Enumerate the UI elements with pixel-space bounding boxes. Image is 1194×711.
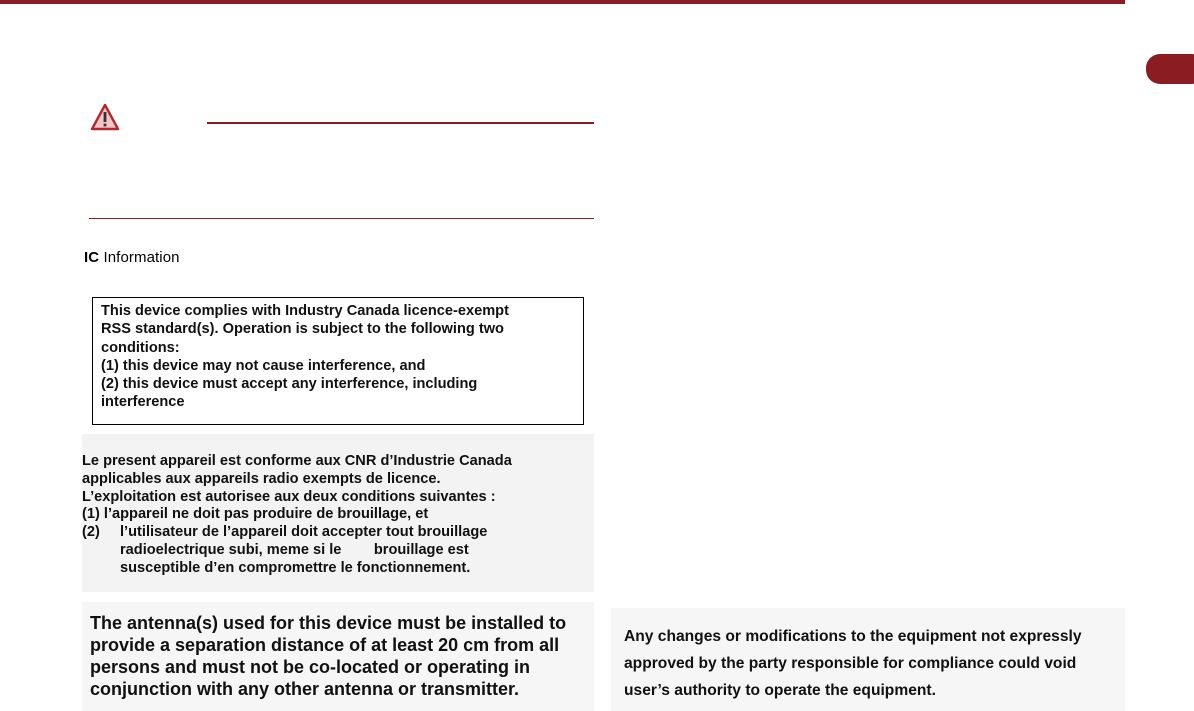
ic-en-line: conditions:: [101, 339, 180, 356]
ic-fr-line: L’exploitation est autorisee aux deux conditions suivantes :: [82, 488, 496, 505]
ic-fr-line: radioelectrique subi, meme si le brouillage est: [120, 541, 469, 558]
ic-fr-line: l’utilisateur de l’appareil doit accepter tout brouillage: [120, 524, 488, 541]
ic-fr-line: (1) l’appareil ne doit pas produire de brouillage, et: [82, 506, 429, 523]
ic-heading-rest: Information: [99, 249, 180, 266]
ic-fr-condition-2: [82, 524, 594, 577]
modification-line: Any changes or modifications to the equipment not expressly: [624, 628, 1082, 645]
ic-en-line: This device complies with Industry Canada licence-exempt: [101, 303, 509, 319]
chapter-tab: [1146, 54, 1194, 84]
ic-fr-line: applicables aux appareils radio exempts de licence.: [82, 470, 441, 487]
ic-fr-line: susceptible d’en compromettre le fonctionnement.: [120, 559, 471, 576]
ic-compliance-box-en: [92, 297, 584, 425]
ic-en-line: interference: [101, 394, 185, 411]
antenna-line: persons and must not be co-located or operating in: [90, 657, 531, 677]
ic-heading-prefix: IC: [84, 249, 100, 266]
ic-fr-line: Le present appareil est conforme aux CNR d’Industrie Canada: [82, 453, 512, 469]
antenna-line: The antenna(s) used for this device must be installed to: [90, 613, 567, 633]
antenna-line: conjunction with any other antenna or transmitter.: [90, 679, 520, 699]
antenna-separation-notice: [82, 602, 594, 711]
caution-rule: [207, 122, 594, 124]
ic-en-line: RSS standard(s). Operation is subject to the following two: [101, 321, 504, 338]
ic-en-line: (2) this device must accept any interference, including: [101, 376, 478, 393]
header-rule: [0, 0, 1125, 4]
caution-bottom-rule: [89, 218, 594, 219]
antenna-line: provide a separation distance of at least 20 cm from all: [90, 635, 560, 655]
warning-triangle-icon: [90, 103, 120, 131]
modification-warning-notice: [611, 608, 1125, 711]
modification-line: approved by the party responsible for compliance could void: [624, 655, 1077, 672]
ic-compliance-block-fr: [82, 434, 594, 592]
ic-fr-condition-number: (2): [82, 524, 100, 541]
ic-fr-condition-text: [120, 524, 594, 577]
ic-information-heading: [84, 249, 180, 266]
ic-en-line: (1) this device may not cause interference, and: [101, 357, 426, 374]
modification-line: user’s authority to operate the equipment.: [624, 682, 936, 699]
